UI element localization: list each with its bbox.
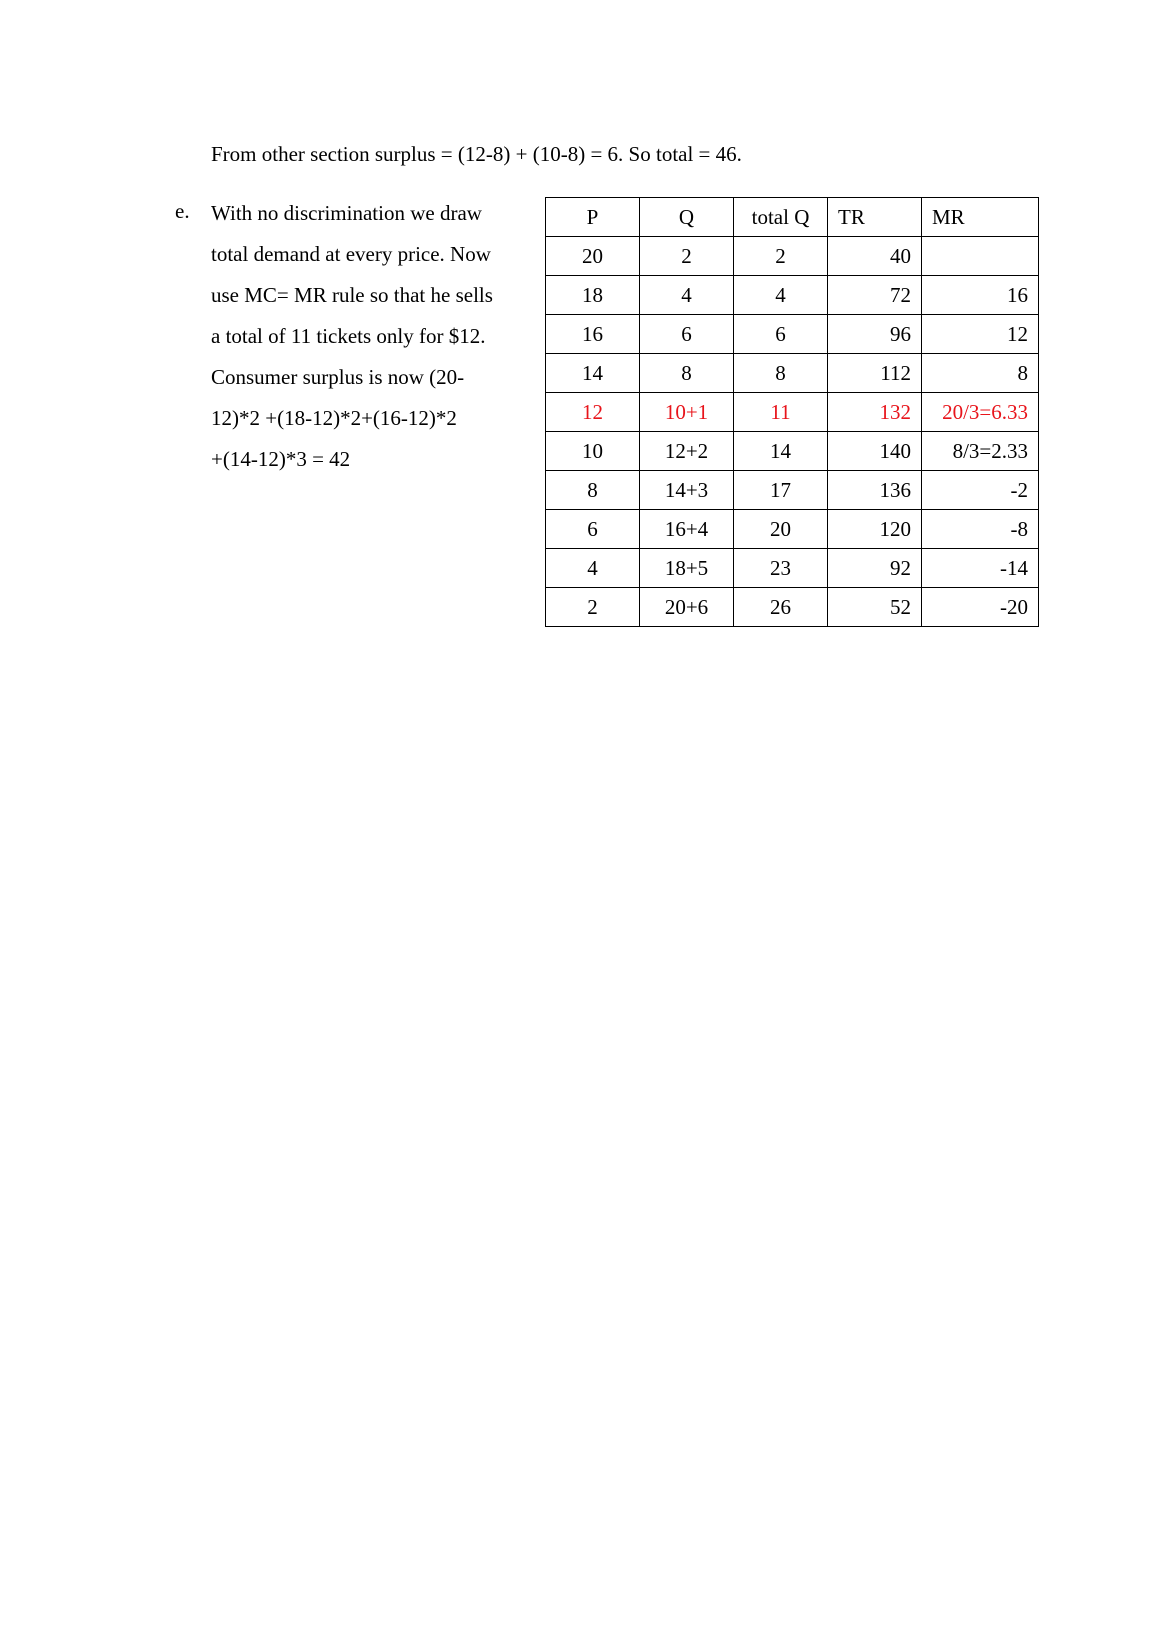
cell-marginal-revenue: -8 [922,510,1039,549]
cell-total-revenue: 52 [828,588,922,627]
cell-price: 16 [546,315,640,354]
cell-price: 2 [546,588,640,627]
cell-marginal-revenue: -14 [922,549,1039,588]
list-marker-e: e. [175,199,190,223]
cell-total-revenue: 140 [828,432,922,471]
cell-marginal-revenue: 8 [922,354,1039,393]
cell-total-quantity: 8 [734,354,828,393]
header-quantity: Q [640,198,734,237]
cell-price: 8 [546,471,640,510]
cell-total-quantity: 14 [734,432,828,471]
cell-quantity: 10+1 [640,393,734,432]
header-price: P [546,198,640,237]
table-row [546,549,1039,588]
cell-quantity: 2 [640,237,734,276]
cell-total-revenue: 120 [828,510,922,549]
cell-total-quantity: 23 [734,549,828,588]
table-row [546,393,1039,432]
table-row [546,471,1039,510]
demand-revenue-table [545,197,1039,627]
cell-total-quantity: 20 [734,510,828,549]
table-row [546,432,1039,471]
intro-paragraph: From other section surplus = (12-8) + (10-8) = 6. So total = 46. [211,142,742,166]
cell-total-quantity: 2 [734,237,828,276]
cell-marginal-revenue: -20 [922,588,1039,627]
cell-marginal-revenue: 8/3=2.33 [922,432,1039,471]
header-total-quantity: total Q [734,198,828,237]
table-row [546,354,1039,393]
cell-total-quantity: 6 [734,315,828,354]
cell-quantity: 16+4 [640,510,734,549]
cell-total-quantity: 11 [734,393,828,432]
cell-price: 4 [546,549,640,588]
table-header-row [546,198,1039,237]
cell-quantity: 6 [640,315,734,354]
cell-total-revenue: 132 [828,393,922,432]
item-e-line: 12)*2 +(18-12)*2+(16-12)*2 [211,406,457,430]
table-row [546,510,1039,549]
cell-total-revenue: 96 [828,315,922,354]
cell-price: 18 [546,276,640,315]
table-row [546,315,1039,354]
item-e-line: use MC= MR rule so that he sells [211,283,493,307]
cell-price: 6 [546,510,640,549]
cell-total-revenue: 112 [828,354,922,393]
cell-marginal-revenue: 16 [922,276,1039,315]
item-e-line: +(14-12)*3 = 42 [211,447,351,471]
table-body [546,237,1039,627]
cell-price: 12 [546,393,640,432]
cell-quantity: 8 [640,354,734,393]
cell-price: 20 [546,237,640,276]
cell-marginal-revenue: 20/3=6.33 [922,393,1039,432]
cell-marginal-revenue [922,237,1039,276]
cell-price: 14 [546,354,640,393]
cell-quantity: 20+6 [640,588,734,627]
header-marginal-revenue: MR [922,198,1039,237]
item-e-paragraph [211,193,541,480]
header-total-revenue: TR [828,198,922,237]
cell-quantity: 12+2 [640,432,734,471]
table-row [546,276,1039,315]
item-e-line: total demand at every price. Now [211,242,491,266]
cell-total-revenue: 92 [828,549,922,588]
cell-total-quantity: 26 [734,588,828,627]
cell-quantity: 18+5 [640,549,734,588]
cell-marginal-revenue: 12 [922,315,1039,354]
cell-total-quantity: 17 [734,471,828,510]
cell-quantity: 4 [640,276,734,315]
table-row [546,588,1039,627]
cell-total-revenue: 72 [828,276,922,315]
cell-total-quantity: 4 [734,276,828,315]
cell-total-revenue: 40 [828,237,922,276]
item-e-line: a total of 11 tickets only for $12. [211,324,486,348]
item-e-line: With no discrimination we draw [211,201,482,225]
cell-marginal-revenue: -2 [922,471,1039,510]
table-row [546,237,1039,276]
cell-total-revenue: 136 [828,471,922,510]
item-e-line: Consumer surplus is now (20- [211,365,465,389]
cell-quantity: 14+3 [640,471,734,510]
cell-price: 10 [546,432,640,471]
